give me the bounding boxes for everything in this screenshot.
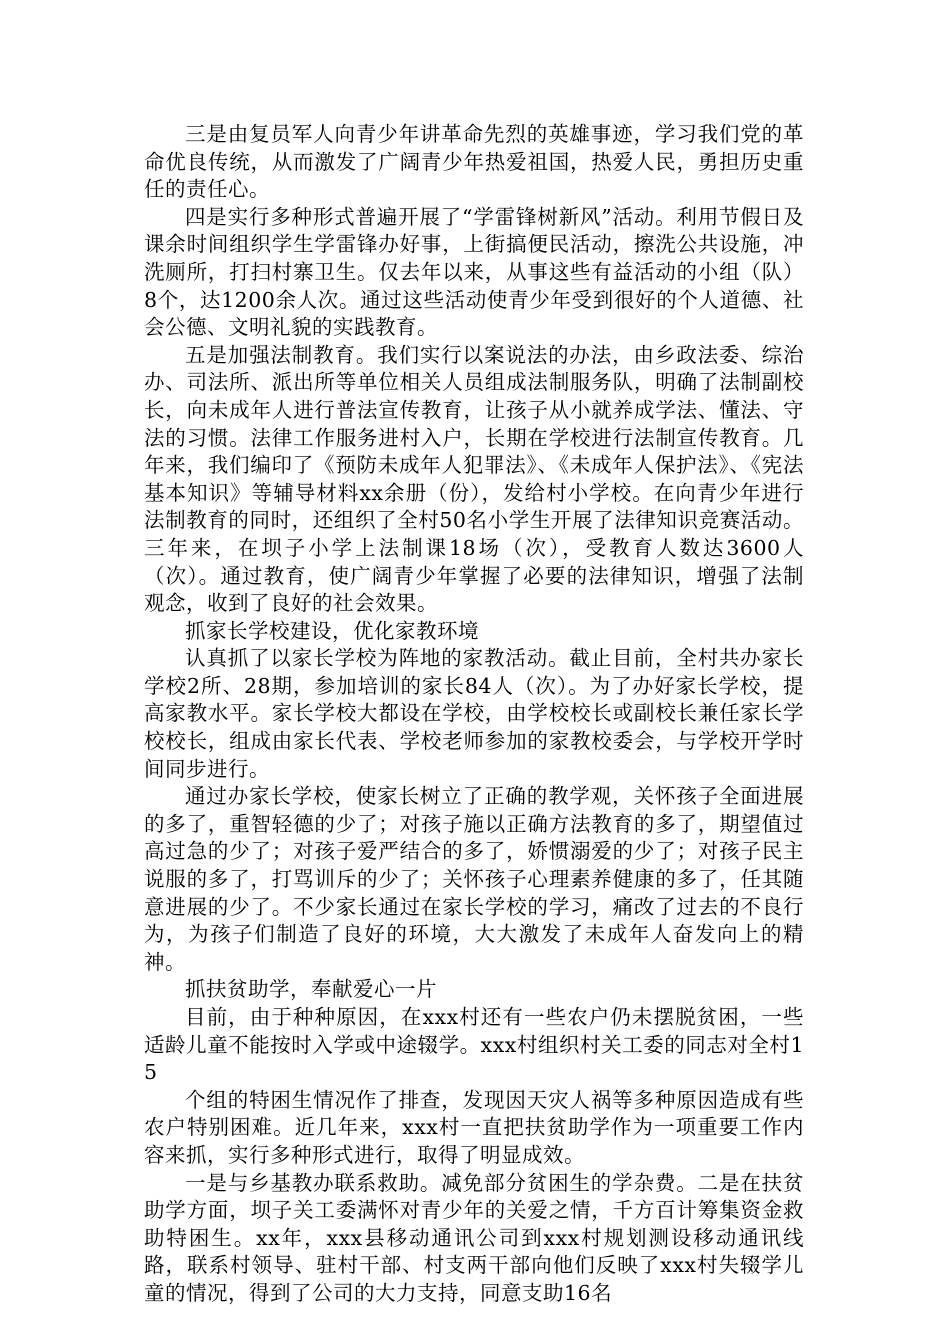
paragraph-lei-feng-activities: 四是实行多种形式普遍开展了“学雷锋树新风”活动。利用节假日及课余时间组织学生学雷锋办好事，上街搞便民活动，擦洗公共设施，冲洗厕所，打扫村寨卫生。仅去年以来，从事这些有益活动的小组（队）8个，达1200余人次。通过这些活动使青少年受到很好的个人道德、社会公德、文明礼貌的实践教育。 [144, 204, 804, 340]
paragraph-parent-school-results: 通过办家长学校，使家长树立了正确的教学观，关怀孩子全面进展的多了，重智轻德的少了；对孩子施以正确方法教育的多了，期望值过高过急的少了；对孩子爱严结合的多了，娇惯溺爱的少了；对孩子民主说服的多了，打骂训斥的少了；关怀孩子心理素养健康的多了，任其随意进展的少了。不少家长通过在家长学校的学习，痛改了过去的不良行为，为孩子们制造了良好的环境，大大激发了未成年人奋发向上的精神。 [144, 784, 804, 974]
paragraph-legal-education: 五是加强法制教育。我们实行以案说法的办法，由乡政法委、综治办、司法所、派出所等单位相关人员组成法制服务队，明确了法制副校长，向未成年人进行普法宣传教育，让孩子从小就养成学法、懂法、守法的习惯。法律工作服务进村入户，长期在学校进行法制宣传教育。几年来，我们编印了《预防未成年人犯罪法》、《未成年人保护法》、《宪法基本知识》等辅导材料xx余册（份），发给村小学校。在向青少年进行法制教育的同时，还组织了全村50名小学生开展了法律知识竞赛活动。三年来，在坝子小学上法制课18场（次），受教育人数达3600人（次）。通过教育，使广阔青少年掌握了必要的法律知识，增强了法制观念，收到了良好的社会效果。 [144, 342, 804, 616]
paragraph-poverty-situation: 目前，由于种种原因，在xxx村还有一些农户仍未摆脱贫困，一些适龄儿童不能按时入学或中途辍学。xxx村组织村关工委的同志对全村15 [144, 1005, 804, 1085]
document-body [144, 121, 804, 1308]
paragraph-parent-school-activities: 认真抓了以家长学校为阵地的家教活动。截止目前，全村共办家长学校2所、28期，参加培训的家长84人（次）。为了办好家长学校，提高家教水平。家长学校大都设在学校，由学校校长或副校长兼任家长学校校长，组成由家长代表、学校老师参加的家教校委会，与学校开学时间同步进行。 [144, 646, 804, 781]
section-heading-parent-school: 抓家长学校建设，优化家教环境 [185, 618, 479, 643]
section-heading-poverty-aid: 抓扶贫助学，奉献爱心一片 [185, 977, 437, 1002]
paragraph-aid-measures: 一是与乡基教办联系救助。减免部分贫困生的学杂费。二是在扶贫助学方面，坝子关工委满怀对青少年的关爱之情，千方百计筹集资金救助特困生。xx年，xxx县移动通讯公司到xxx村规划测设移动通讯线路，联系村领导、驻村干部、村支两干部向他们反映了xxx村失辍学儿童的情况，得到了公司的大力支持，同意支助16名 [144, 1170, 804, 1305]
paragraph-poverty-survey: 个组的特困生情况作了排查，发现因天灾人祸等多种原因造成有些农户特别困难。近几年来，xxx村一直把扶贫助学作为一项重要工作内容来抓，实行多种形式进行，取得了明显成效。 [144, 1087, 804, 1167]
paragraph-veterans-education: 三是由复员军人向青少年讲革命先烈的英雄事迹，学习我们党的革命优良传统，从而激发了广阔青少年热爱祖国，热爱人民，勇担历史重任的责任心。 [144, 122, 804, 202]
